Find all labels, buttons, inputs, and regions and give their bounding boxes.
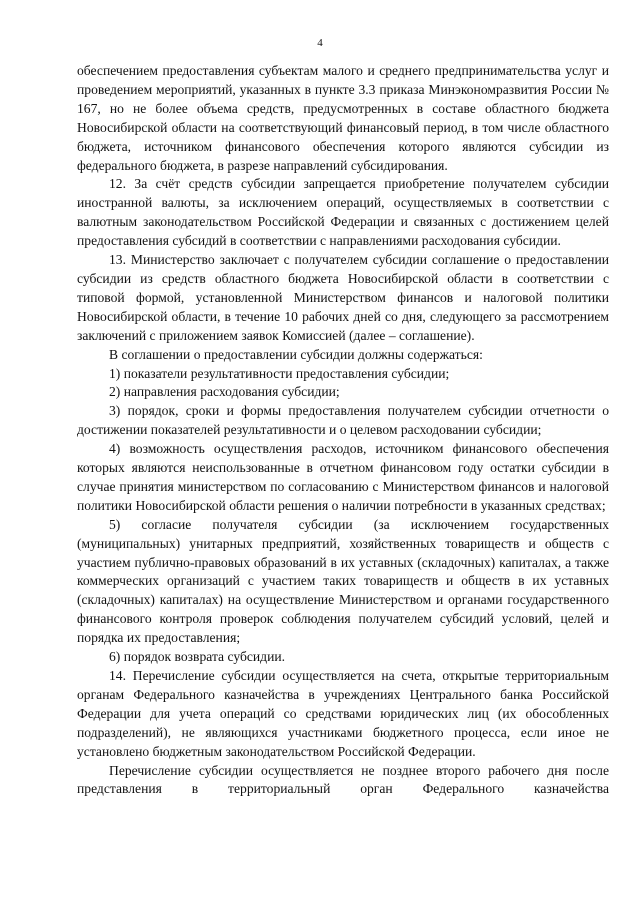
paragraph-item-12: 12. За счёт средств субсидии запрещается приобретение получателем субсидии иностранной валюты, за исключением операций, осуществляемых в соответствии с валютным законодательством Российской Федерации и связанных с достижением целей предоставления субсидий в соответствии с направлениями расходования субсидии. <box>77 176 609 249</box>
paragraph-agreement-intro: В соглашении о предоставлении субсидии должны содержаться: <box>109 346 483 362</box>
paragraph-item-14: 14. Перечисление субсидии осуществляется на счета, открытые территориальным органам Федерального казначейства в учреждениях Центрального банка Российской Федерации для учета операций со средствами юридических лиц (их обособленных подразделений), не являющихся участниками бюджетного процесса, если иное не установлено бюджетным законодательством Российской Федерации. <box>77 668 609 759</box>
page-number: 4 <box>317 37 323 49</box>
list-item-4: 4) возможность осуществления расходов, источником финансового обеспечения которых являются неиспользованные в отчетном финансовом году остатки субсидии в случае принятия министерством по согласованию с Министерством финансов и налоговой политики Новосибирской области решения о наличии потребности в указанных средствах; <box>77 441 609 513</box>
document-body <box>77 62 609 799</box>
list-item-5: 5) согласие получателя субсидии (за исключением государственных (муниципальных) унитарных предприятий, хозяйственных товариществ и обществ с участием публично-правовых образований в их уставных (складочных) капиталах, а также коммерческих организаций с участием таких товариществ и обществ в их уставных (складочных) капиталах) на осуществление Министерством и органами государственного финансового контроля проверок соблюдения получателем субсидий условий, целей и порядка их предоставления; <box>77 516 609 646</box>
paragraph-transfer-terms: Перечисление субсидии осуществляется не позднее второго рабочего дня после представления в территориальный орган Федерального казначейства <box>77 762 609 797</box>
paragraph-continuation: обеспечением предоставления субъектам малого и среднего предпринимательства услуг и проведением мероприятий, указанных в пункте 3.3 приказа Минэкономразвития России № 167, но не более объема средств, предусмотренных в составе областного бюджета Новосибирской области на соответствующий финансовый период, в том числе областного бюджета, источником финансового обеспечения которого являются субсидии из федерального бюджета, в разрезе направлений субсидирования. <box>77 63 609 173</box>
list-item-1: 1) показатели результативности предоставления субсидии; <box>109 365 450 381</box>
list-item-6: 6) порядок возврата субсидии. <box>109 649 286 665</box>
list-item-3: 3) порядок, сроки и формы предоставления получателем субсидии отчетности о достижении показателей результативности и о целевом расходовании субсидии; <box>77 403 609 438</box>
paragraph-item-13: 13. Министерство заключает с получателем субсидии соглашение о предоставлении субсидии из средств областного бюджета Новосибирской области в соответствии с типовой формой, установленной Министерством финансов и налоговой политики Новосибирской области, в течение 10 рабочих дней со дня, следующего за рассмотрением заключений с приложением заявок Комиссией (далее – соглашение). <box>77 252 609 343</box>
list-item-2: 2) направления расходования субсидии; <box>109 384 340 400</box>
